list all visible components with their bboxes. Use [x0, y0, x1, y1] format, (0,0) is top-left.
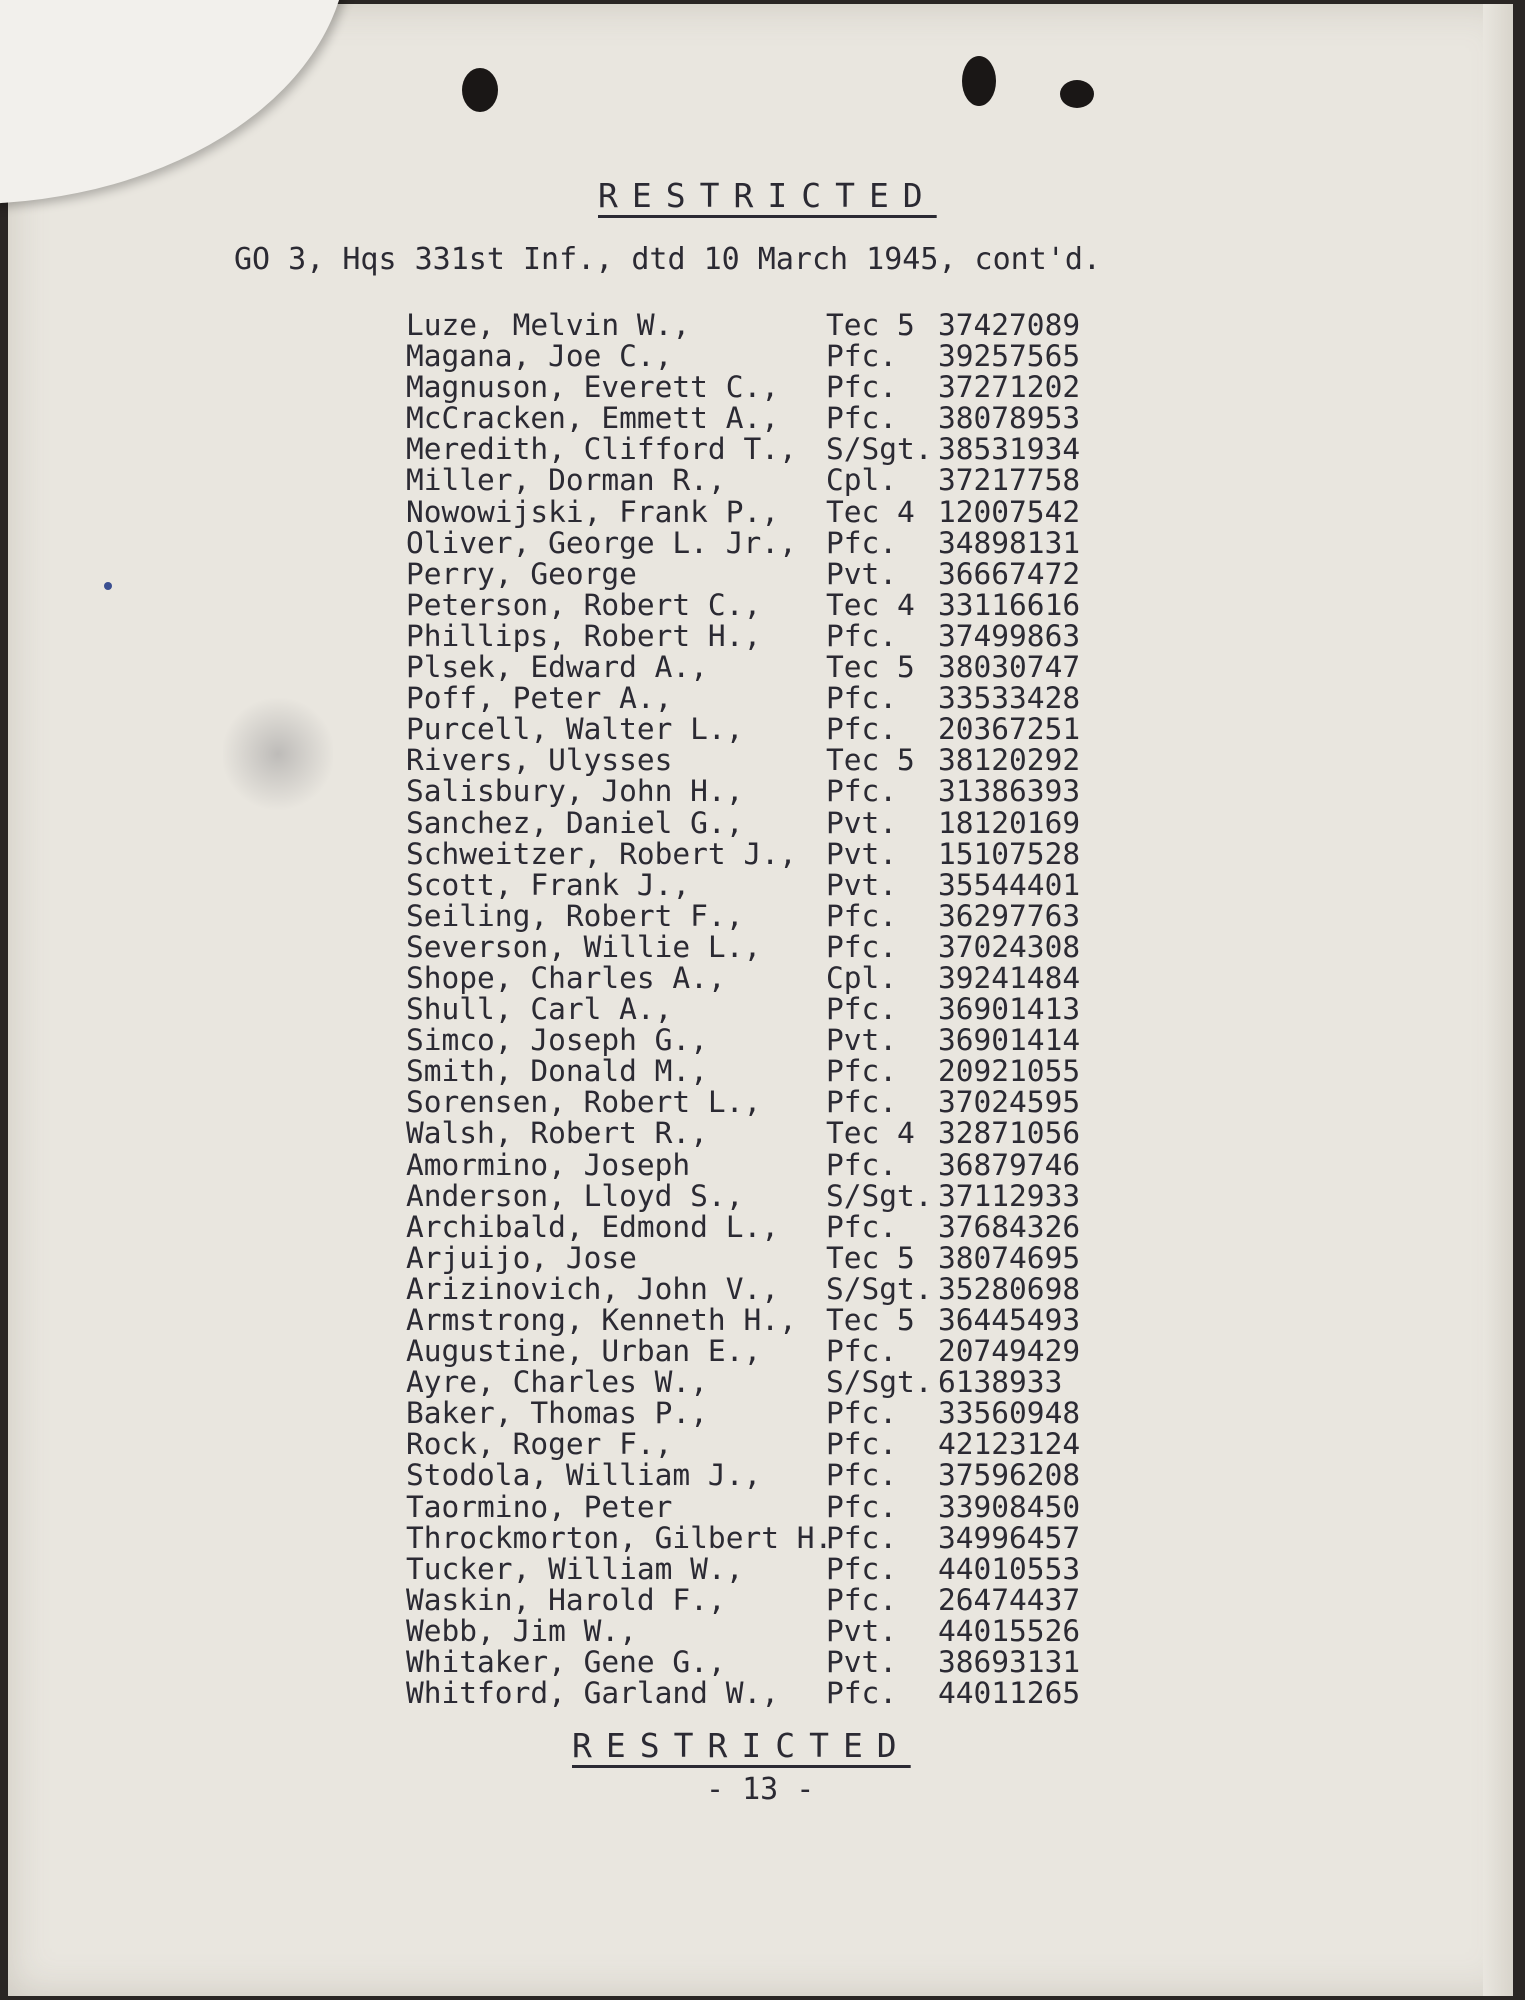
roster-rank: Pfc.	[826, 681, 898, 716]
ink-smudge	[223, 694, 333, 814]
document-page	[8, 4, 1513, 1996]
roster-rank: Pfc.	[826, 1427, 898, 1462]
roster-serial: 36667472	[938, 556, 1081, 591]
roster-serial: 36901414	[938, 1023, 1081, 1058]
roster-serial: 37271202	[938, 370, 1081, 405]
roster-rank: Cpl.	[826, 960, 898, 995]
roster-name: Miller, Dorman R.,	[406, 463, 726, 498]
roster-row	[406, 556, 1116, 591]
roster-rank: Pfc.	[826, 1334, 898, 1369]
roster-rank: Pfc.	[826, 1396, 898, 1431]
roster-serial: 26474437	[938, 1582, 1081, 1617]
roster-row	[406, 1582, 1116, 1617]
roster-name: Amormino, Joseph	[406, 1147, 691, 1182]
roster-name: Magnuson, Everett C.,	[406, 370, 779, 405]
roster-row	[406, 1429, 1116, 1460]
roster-serial: 34996457	[938, 1520, 1081, 1555]
roster-serial: 35280698	[938, 1271, 1081, 1306]
ink-dot	[104, 582, 112, 590]
roster-rank: Pfc.	[826, 898, 898, 933]
roster-name: Plsek, Edward A.,	[406, 650, 708, 685]
roster-rank: Tec 5	[826, 650, 915, 685]
roster-row	[406, 776, 1116, 807]
roster-name: Baker, Thomas P.,	[406, 1396, 708, 1431]
roster-row	[406, 1647, 1116, 1678]
roster-row	[406, 805, 1116, 840]
roster-serial: 44015526	[938, 1613, 1081, 1648]
roster-name: Rock, Roger F.,	[406, 1427, 673, 1462]
roster-serial: 36901413	[938, 992, 1081, 1027]
roster-row	[406, 683, 1116, 714]
roster-name: Oliver, George L. Jr.,	[406, 525, 797, 560]
roster-name: Phillips, Robert H.,	[406, 618, 762, 653]
roster-rank: Pvt.	[826, 867, 898, 902]
roster-serial: 38074695	[938, 1240, 1081, 1275]
roster-row	[406, 341, 1116, 372]
roster-serial: 38078953	[938, 401, 1081, 436]
roster-serial: 37499863	[938, 618, 1081, 653]
roster-rank: Pvt.	[826, 805, 898, 840]
roster-rank: Pvt.	[826, 836, 898, 871]
punch-hole	[1060, 80, 1094, 108]
roster-rank: Pfc.	[826, 712, 898, 747]
roster-rank: Pfc.	[826, 992, 898, 1027]
roster-name: Walsh, Robert R.,	[406, 1116, 708, 1151]
roster-name: Seiling, Robert F.,	[406, 898, 744, 933]
roster-rank: Pfc.	[826, 1551, 898, 1586]
roster-serial: 32871056	[938, 1116, 1081, 1151]
roster-serial: 6138933	[938, 1365, 1063, 1400]
roster-rank: Pfc.	[826, 1458, 898, 1493]
roster-row	[406, 372, 1116, 403]
roster-name: Poff, Peter A.,	[406, 681, 673, 716]
roster-serial: 37684326	[938, 1209, 1081, 1244]
roster-row	[406, 1025, 1116, 1056]
roster-row	[406, 1336, 1116, 1367]
roster-name: Armstrong, Kenneth H.,	[406, 1303, 797, 1337]
roster-row	[406, 1520, 1116, 1555]
roster-rank: Pfc.	[826, 1085, 898, 1120]
roster-serial: 36297763	[938, 898, 1081, 933]
roster-name: Stodola, William J.,	[406, 1458, 762, 1493]
roster-rank: S/Sgt.	[826, 1365, 933, 1400]
roster-rank: Tec 4	[826, 494, 915, 529]
roster-row	[406, 1398, 1116, 1429]
roster-rank: Tec 5	[826, 1303, 915, 1337]
roster-name: Whitford, Garland W.,	[406, 1676, 779, 1711]
roster-serial: 33116616	[938, 587, 1081, 622]
roster-rank: Pfc.	[826, 1489, 898, 1524]
roster-serial: 18120169	[938, 805, 1081, 840]
roster-name: Peterson, Robert C.,	[406, 587, 762, 622]
roster-serial: 37024595	[938, 1085, 1081, 1120]
roster-name: Waskin, Harold F.,	[406, 1582, 726, 1617]
roster-row	[406, 1271, 1116, 1306]
roster-row	[406, 1613, 1116, 1648]
roster-rank: Tec 4	[826, 1116, 915, 1151]
roster-rank: Pfc.	[826, 525, 898, 560]
roster-rank: Tec 4	[826, 587, 915, 622]
roster-serial: 20749429	[938, 1334, 1081, 1369]
roster-name: Smith, Donald M.,	[406, 1054, 708, 1089]
classification-bottom: RESTRICTED	[572, 1726, 911, 1765]
roster-serial: 15107528	[938, 836, 1081, 871]
roster-serial: 36445493	[938, 1303, 1081, 1337]
roster-serial: 31386393	[938, 774, 1081, 809]
roster-name: Sanchez, Daniel G.,	[406, 805, 744, 840]
roster-rank: Pfc.	[826, 401, 898, 436]
roster-list	[406, 310, 1116, 1709]
roster-name: Taormino, Peter	[406, 1489, 673, 1524]
roster-rank: Pvt.	[826, 556, 898, 591]
roster-rank: S/Sgt.	[826, 1178, 933, 1213]
roster-name: Throckmorton, Gilbert H.	[406, 1520, 833, 1555]
roster-name: Archibald, Edmond L.,	[406, 1209, 779, 1244]
roster-rank: Pfc.	[826, 1520, 898, 1555]
roster-row	[406, 587, 1116, 622]
roster-row	[406, 1551, 1116, 1586]
roster-name: Shope, Charles A.,	[406, 960, 726, 995]
roster-name: Schweitzer, Robert J.,	[406, 836, 797, 871]
roster-name: Salisbury, John H.,	[406, 774, 744, 809]
roster-name: Ayre, Charles W.,	[406, 1365, 708, 1400]
roster-row	[406, 434, 1116, 465]
roster-serial: 33908450	[938, 1489, 1081, 1524]
roster-rank: Pfc.	[826, 618, 898, 653]
roster-row	[406, 994, 1116, 1025]
roster-serial: 12007542	[938, 494, 1081, 529]
roster-row	[406, 929, 1116, 964]
roster-row	[406, 1367, 1116, 1398]
roster-row	[406, 1178, 1116, 1213]
classification-top: RESTRICTED	[598, 176, 937, 215]
roster-rank: S/Sgt.	[826, 432, 933, 467]
roster-name: Augustine, Urban E.,	[406, 1334, 762, 1369]
roster-serial: 42123124	[938, 1427, 1081, 1462]
roster-rank: Pvt.	[826, 1645, 898, 1680]
roster-row	[406, 618, 1116, 653]
roster-serial: 38693131	[938, 1645, 1081, 1680]
page-edge	[1483, 4, 1513, 1996]
roster-serial: 44010553	[938, 1551, 1081, 1586]
roster-name: Severson, Willie L.,	[406, 929, 762, 964]
roster-name: Tucker, William W.,	[406, 1551, 744, 1586]
roster-name: Perry, George	[406, 556, 637, 591]
roster-row	[406, 1489, 1116, 1524]
roster-rank: Pfc.	[826, 1147, 898, 1182]
roster-name: Webb, Jim W.,	[406, 1613, 637, 1648]
roster-rank: Pfc.	[826, 339, 898, 374]
roster-name: Purcell, Walter L.,	[406, 712, 744, 747]
roster-rank: Tec 5	[826, 308, 915, 342]
roster-serial: 34898131	[938, 525, 1081, 560]
roster-serial: 36879746	[938, 1147, 1081, 1182]
roster-row	[406, 310, 1116, 341]
roster-serial: 37217758	[938, 463, 1081, 498]
roster-name: Magana, Joe C.,	[406, 339, 673, 374]
roster-row	[406, 1209, 1116, 1244]
roster-rank: Pfc.	[826, 1676, 898, 1711]
roster-row	[406, 1305, 1116, 1336]
roster-name: Meredith, Clifford T.,	[406, 432, 797, 467]
roster-rank: Pfc.	[826, 1209, 898, 1244]
roster-rank: Pvt.	[826, 1023, 898, 1058]
roster-serial: 37427089	[938, 308, 1081, 342]
roster-row	[406, 1087, 1116, 1118]
roster-serial: 37596208	[938, 1458, 1081, 1493]
roster-rank: Pfc.	[826, 1582, 898, 1617]
roster-name: Shull, Carl A.,	[406, 992, 673, 1027]
page-number: - 13 -	[706, 1772, 815, 1807]
roster-serial: 37112933	[938, 1178, 1081, 1213]
roster-rank: Tec 5	[826, 1240, 915, 1275]
roster-serial: 38030747	[938, 650, 1081, 685]
roster-name: Scott, Frank J.,	[406, 867, 691, 902]
roster-serial: 20921055	[938, 1054, 1081, 1089]
roster-serial: 35544401	[938, 867, 1081, 902]
roster-row	[406, 1056, 1116, 1087]
roster-rank: Cpl.	[826, 463, 898, 498]
roster-serial: 38120292	[938, 743, 1081, 778]
punch-hole	[962, 56, 996, 106]
roster-row	[406, 1118, 1116, 1149]
roster-rank: Pfc.	[826, 774, 898, 809]
roster-row	[406, 1147, 1116, 1182]
curled-previous-page	[0, 0, 348, 204]
roster-serial: 33533428	[938, 681, 1081, 716]
roster-rank: Pvt.	[826, 1613, 898, 1648]
roster-rank: Tec 5	[826, 743, 915, 778]
roster-row	[406, 867, 1116, 902]
roster-row	[406, 403, 1116, 434]
roster-name: Rivers, Ulysses	[406, 743, 673, 778]
roster-serial: 20367251	[938, 712, 1081, 747]
roster-serial: 33560948	[938, 1396, 1081, 1431]
roster-row	[406, 494, 1116, 529]
roster-row	[406, 1678, 1116, 1709]
roster-serial: 39241484	[938, 960, 1081, 995]
roster-rank: Pfc.	[826, 1054, 898, 1089]
roster-rank: Pfc.	[826, 929, 898, 964]
roster-serial: 38531934	[938, 432, 1081, 467]
document-heading: GO 3, Hqs 331st Inf., dtd 10 March 1945, cont'd.	[234, 242, 1101, 277]
roster-row	[406, 960, 1116, 995]
roster-name: McCracken, Emmett A.,	[406, 401, 779, 436]
roster-name: Luze, Melvin W.,	[406, 308, 691, 342]
roster-rank: Pfc.	[826, 370, 898, 405]
roster-row	[406, 652, 1116, 683]
roster-row	[406, 836, 1116, 871]
roster-name: Anderson, Lloyd S.,	[406, 1178, 744, 1213]
punch-hole	[462, 68, 498, 112]
roster-name: Arizinovich, John V.,	[406, 1271, 779, 1306]
roster-name: Sorensen, Robert L.,	[406, 1085, 762, 1120]
roster-row	[406, 898, 1116, 933]
roster-row	[406, 1240, 1116, 1275]
roster-row	[406, 714, 1116, 745]
roster-row	[406, 525, 1116, 560]
roster-name: Arjuijo, Jose	[406, 1240, 637, 1275]
roster-serial: 39257565	[938, 339, 1081, 374]
roster-row	[406, 1460, 1116, 1491]
roster-name: Nowowijski, Frank P.,	[406, 494, 779, 529]
roster-row	[406, 465, 1116, 496]
roster-serial: 44011265	[938, 1676, 1081, 1711]
roster-rank: S/Sgt.	[826, 1271, 933, 1306]
roster-row	[406, 745, 1116, 776]
roster-name: Whitaker, Gene G.,	[406, 1645, 726, 1680]
roster-name: Simco, Joseph G.,	[406, 1023, 708, 1058]
roster-serial: 37024308	[938, 929, 1081, 964]
